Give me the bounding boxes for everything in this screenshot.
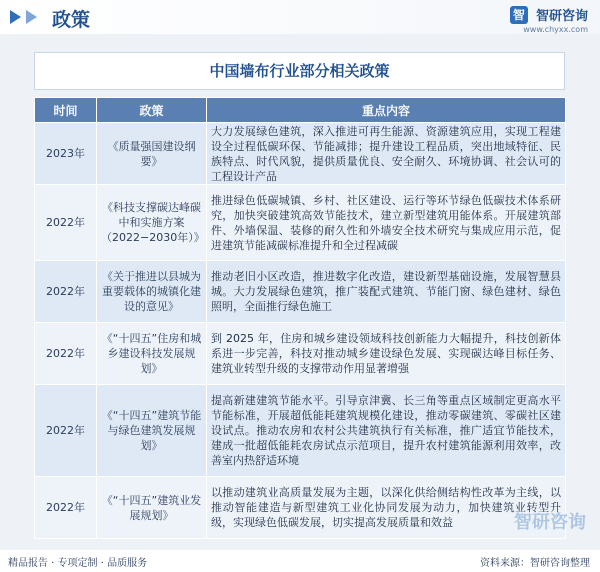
row-content: 推进绿色低碳城镇、乡村、社区建设、运行等环节绿色低碳技术体系研究，加快突破建筑高效节能技术，建立新型建筑用能体系。开展建筑部件、外墙保温、装修的耐久性和外墙安全技术研究与集成应用示范，促进建筑节能减碳标准提升和全过程减碳 [207, 185, 566, 261]
row-content: 推动老旧小区改造，推进数字化改造，建设新型基础设施，发展智慧县城。大力发展绿色建筑，推广装配式建筑、节能门窗、绿色建材、绿色照明，全面推行绿色施工 [207, 261, 566, 323]
table-row [35, 261, 566, 323]
column-header-content: 重点内容 [207, 98, 566, 123]
table-row [35, 385, 566, 477]
table-row [35, 323, 566, 385]
table-row [35, 123, 566, 185]
table-row [35, 185, 566, 261]
row-year: 2022年 [35, 477, 97, 539]
brand-name: 智研咨询 [535, 9, 588, 24]
row-content: 提高新建建筑节能水平。引导京津冀、长三角等重点区域制定更高水平节能标准，开展超低能耗建筑规模化建设，推动零碳建筑、零碳社区建设试点。推动农房和农村公共建筑执行有关标准，推广适宜节能技术，建成一批超低能耗农房试点示范项目，提升农村建筑能源利用效率，改善室内热舒适环境 [207, 385, 566, 477]
brand [510, 4, 588, 34]
row-year: 2022年 [35, 185, 97, 261]
watermark: 智研咨询 [514, 512, 586, 533]
header-triangle-icon [26, 10, 37, 24]
row-content: 到 2025 年，住房和城乡建设领域科技创新能力大幅提升，科技创新体系进一步完善，科技对推动城乡建设绿色发展、实现碳达峰目标任务、建筑业转型升级的支撑带动作用显著增强 [207, 323, 566, 385]
table-title: 中国墙布行业部分相关政策 [34, 52, 565, 90]
header-bar [0, 0, 600, 34]
row-policy: 《质量强国建设纲要》 [97, 123, 207, 185]
row-policy: 《“十四五”建筑节能与绿色建筑发展规划》 [97, 385, 207, 477]
row-policy: 《科技支撑碳达峰碳中和实施方案（2022−2030年）》 [97, 185, 207, 261]
row-year: 2022年 [35, 323, 97, 385]
footer [0, 550, 600, 572]
section-title: 政策 [52, 9, 91, 31]
column-header-year: 时间 [35, 98, 97, 123]
row-policy: 《关于推进以县城为重要载体的城镇化建设的意见》 [97, 261, 207, 323]
table-header-row [35, 98, 566, 123]
row-content: 大力发展绿色建筑，深入推进可再生能源、资源建筑应用，实现工程建设全过程低碳环保、节能减排；提升建设工程品质，突出地域特征、民族特点、时代风貌，提供质量优良、安全耐久、环境协调、社会认可的工程设计产品 [207, 123, 566, 185]
row-content: 以推动建筑业高质量发展为主题，以深化供给侧结构性改革为主线，以推动智能建造与新型建筑工业化协同发展为动力，加快建筑业转型升级，实现绿色低碳发展，切实提高发展质量和效益 [207, 477, 566, 539]
row-policy: 《“十四五”住房和城乡建设科技发展规划》 [97, 323, 207, 385]
column-header-policy: 政策 [97, 98, 207, 123]
row-year: 2022年 [35, 385, 97, 477]
row-year: 2023年 [35, 123, 97, 185]
brand-url: www.chyxx.com [523, 25, 588, 34]
footer-source: 资料来源：智研咨询整理 [480, 558, 590, 569]
row-year: 2022年 [35, 261, 97, 323]
policy-table [34, 97, 566, 539]
footer-slogan: 精品报告 · 专项定制 · 品质服务 [8, 558, 148, 569]
row-policy: 《“十四五”建筑业发展规划》 [97, 477, 207, 539]
table-row [35, 477, 566, 539]
header-triangle-icon [10, 10, 21, 24]
brand-logo-icon: 智 [510, 6, 528, 24]
